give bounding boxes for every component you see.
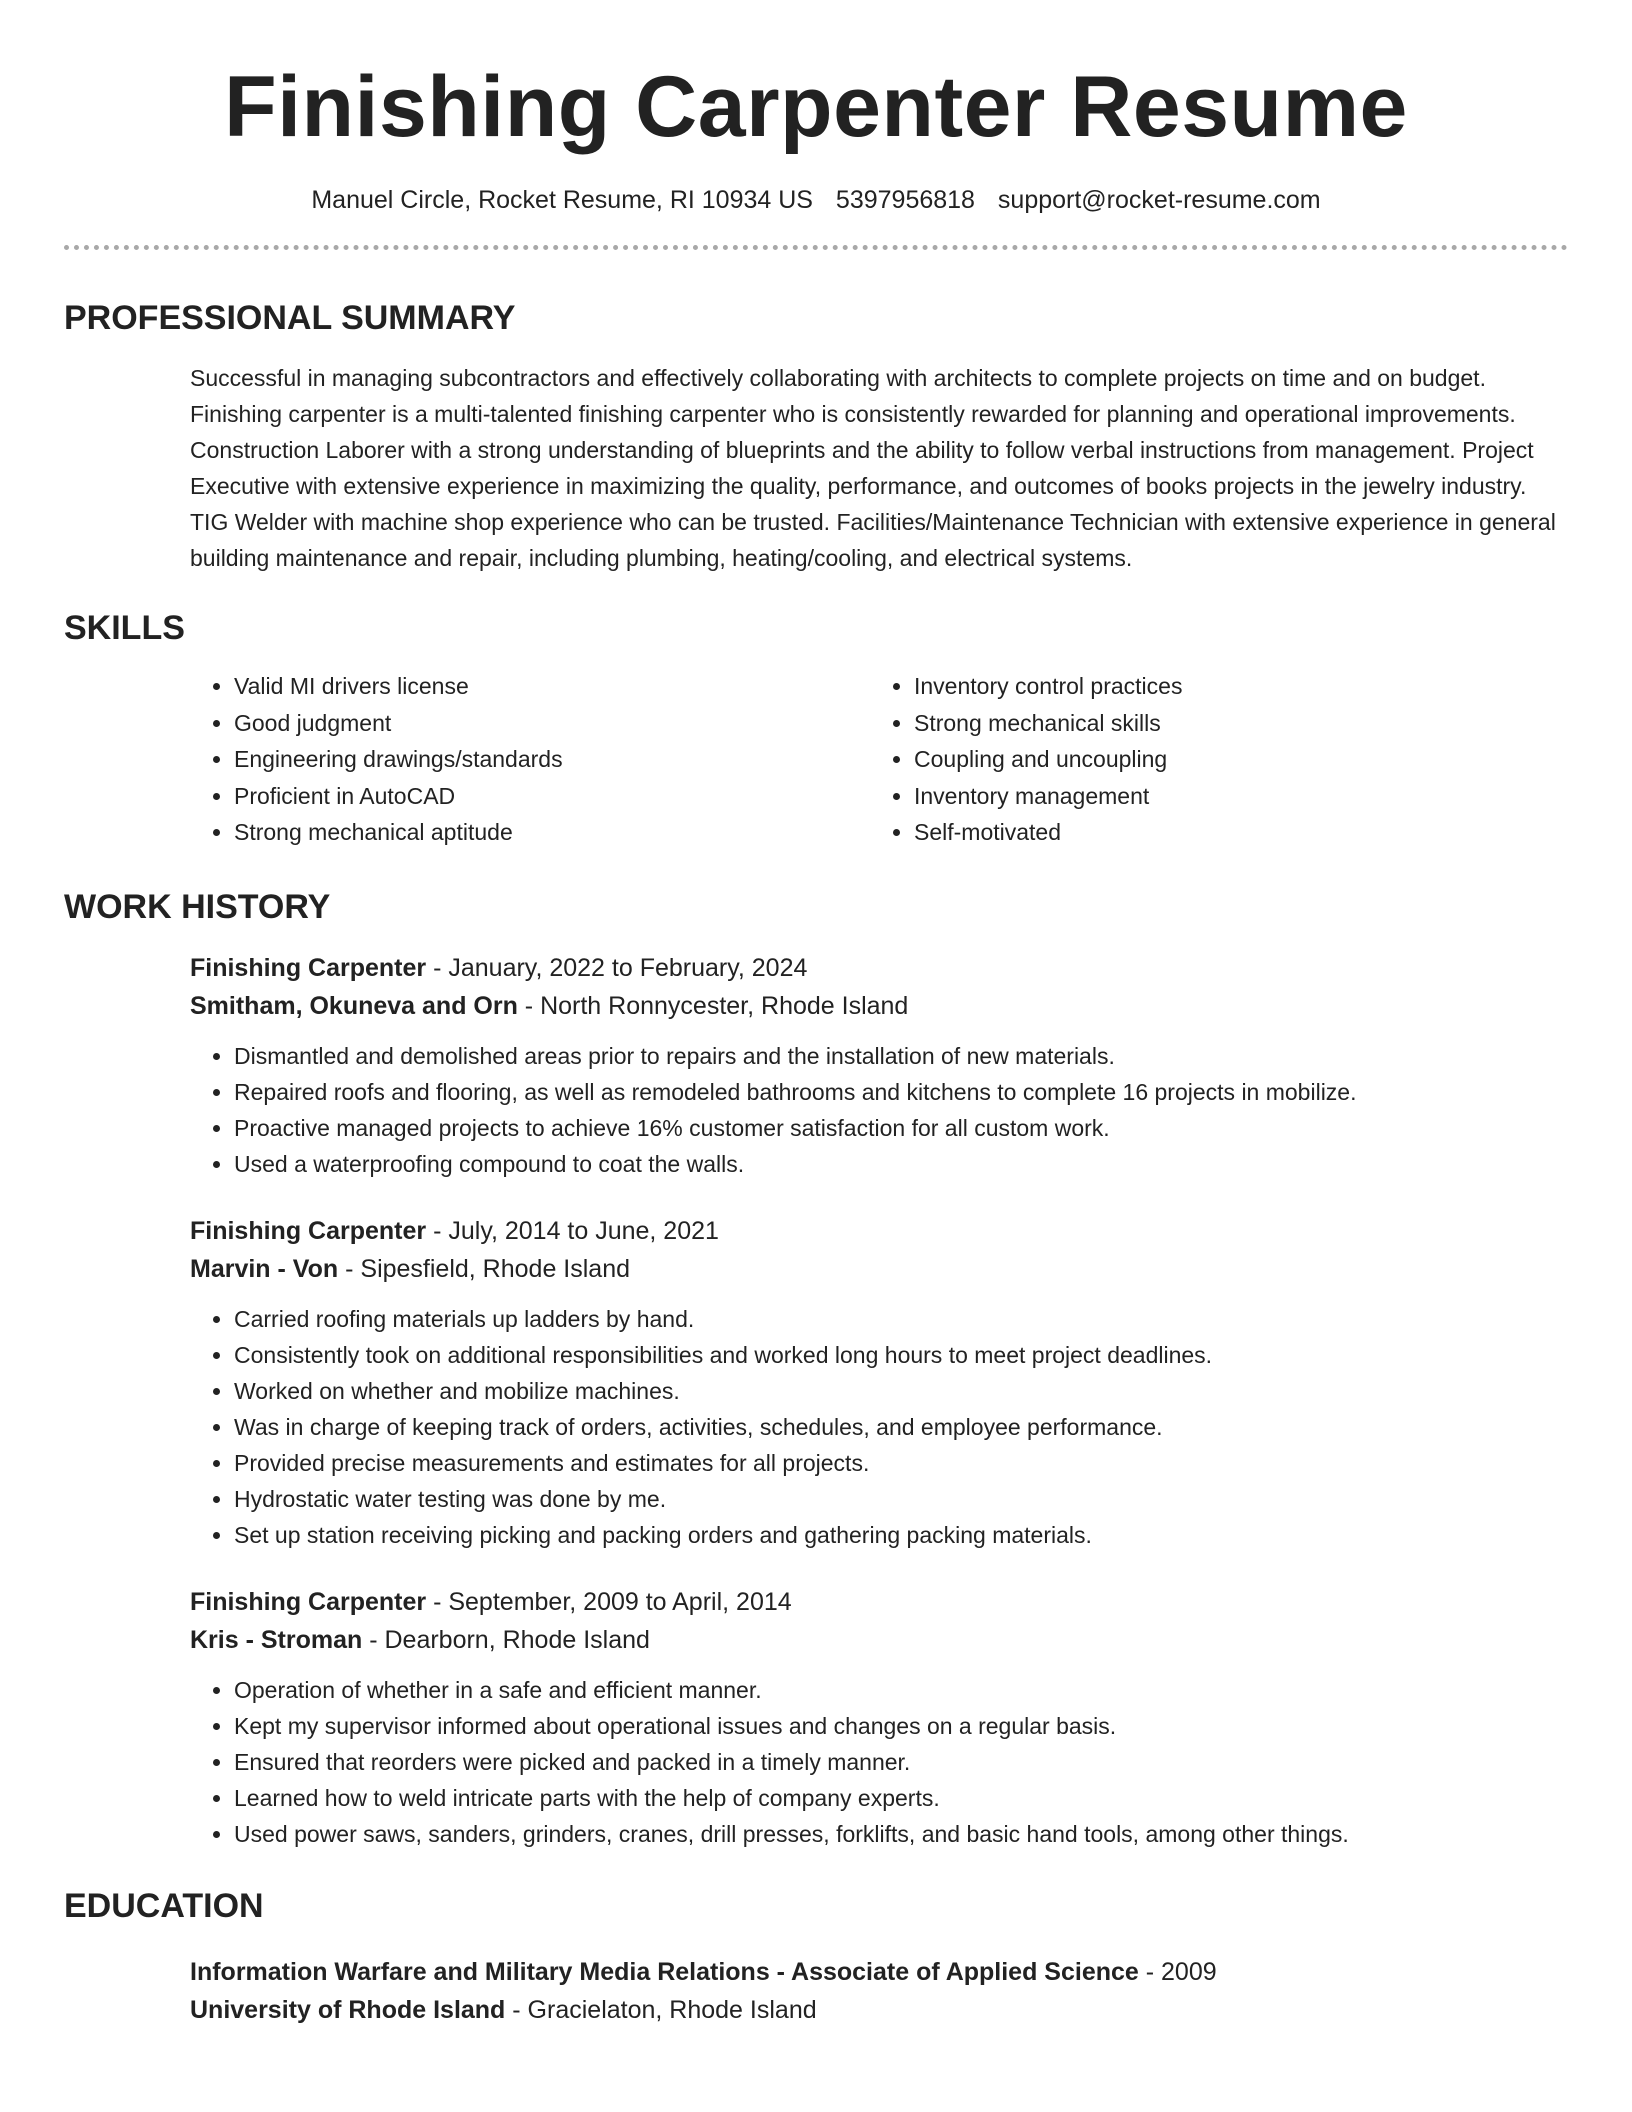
skill-item: • Strong mechanical aptitude <box>234 814 870 851</box>
job-location: - Sipesfield, Rhode Island <box>338 1254 631 1283</box>
skill-item: • Inventory control practices <box>914 668 1550 705</box>
education-location: - Gracielaton, Rhode Island <box>505 1995 817 2024</box>
job-entry <box>190 1212 1568 1553</box>
education-school: University of Rhode Island <box>190 1995 506 2024</box>
skill-item: • Strong mechanical skills <box>914 705 1550 742</box>
job-dates: - July, 2014 to June, 2021 <box>426 1216 719 1245</box>
job-bullet: • Hydrostatic water testing was done by me. <box>234 1481 1568 1517</box>
education-school-line <box>190 1991 1568 2029</box>
summary-heading: PROFESSIONAL SUMMARY <box>64 299 516 337</box>
skills-column-left <box>190 668 870 851</box>
summary-text: Successful in managing subcontractors and effectively collaborating with architects to complete projects on time and on budget. Finishing carpenter is a multi-talented finishing carpenter who is consistently rewarded for planning and operational improvements. Construction Laborer with a strong understanding of blueprints and the ability to follow verbal instructions from management. Project Executive with extensive experience in maximizing the quality, performance, and outcomes of books projects in the jewelry industry. TIG Welder with machine shop experience who can be trusted. Facilities/Maintenance Technician with extensive experience in general building maintenance and repair, including plumbing, heating/cooling, and electrical systems. <box>190 365 1556 571</box>
job-dates: - January, 2022 to February, 2024 <box>426 953 808 982</box>
resume-title: Finishing Carpenter Resume <box>224 59 1408 155</box>
skill-item: • Engineering drawings/standards <box>234 741 870 778</box>
contact-email: support@rocket-resume.com <box>997 186 1321 214</box>
job-title: Finishing Carpenter <box>190 1587 427 1616</box>
job-bullets <box>190 1301 1568 1553</box>
job-bullet: • Consistently took on additional responsibilities and worked long hours to meet project deadlines. <box>234 1337 1568 1373</box>
job-title-line <box>190 1583 1568 1621</box>
job-dates: - September, 2009 to April, 2014 <box>426 1587 792 1616</box>
skill-item: • Proficient in AutoCAD <box>234 778 870 815</box>
job-bullet: • Proactive managed projects to achieve 16% customer satisfaction for all custom work. <box>234 1110 1568 1146</box>
job-bullet: • Worked on whether and mobilize machines. <box>234 1373 1568 1409</box>
contact-line <box>64 183 1568 217</box>
job-bullet: • Learned how to weld intricate parts with the help of company experts. <box>234 1780 1568 1816</box>
job-bullet: • Dismantled and demolished areas prior to repairs and the installation of new materials. <box>234 1038 1568 1074</box>
job-title-line <box>190 1212 1568 1250</box>
job-title: Finishing Carpenter <box>190 953 427 982</box>
job-bullets <box>190 1672 1568 1852</box>
job-bullet: • Set up station receiving picking and packing orders and gathering packing materials. <box>234 1517 1568 1553</box>
job-company: Kris - Stroman <box>190 1625 363 1654</box>
education-heading: EDUCATION <box>64 1886 264 1925</box>
skill-item: • Good judgment <box>234 705 870 742</box>
contact-address: Manuel Circle, Rocket Resume, RI 10934 US <box>311 186 813 214</box>
education-entry <box>190 1953 1568 2029</box>
job-title-line <box>190 949 1568 987</box>
job-company: Marvin - Von <box>190 1254 339 1283</box>
skill-item: • Valid MI drivers license <box>234 668 870 705</box>
skills-heading: SKILLS <box>64 609 185 647</box>
job-entry <box>190 1583 1568 1852</box>
job-bullet: • Repaired roofs and flooring, as well as remodeled bathrooms and kitchens to complete 16 projects in mobilize. <box>234 1074 1568 1110</box>
contact-phone: 5397956818 <box>835 186 975 214</box>
job-bullet: • Kept my supervisor informed about operational issues and changes on a regular basis. <box>234 1708 1568 1744</box>
job-bullet: • Carried roofing materials up ladders by hand. <box>234 1301 1568 1337</box>
education-degree: Information Warfare and Military Media Relations - Associate of Applied Science <box>190 1957 1139 1986</box>
job-bullet: • Used a waterproofing compound to coat the walls. <box>234 1146 1568 1182</box>
job-company-line <box>190 1250 1568 1288</box>
skills-list <box>190 668 1568 851</box>
job-bullet: • Operation of whether in a safe and efficient manner. <box>234 1672 1568 1708</box>
job-bullet: • Ensured that reorders were picked and packed in a timely manner. <box>234 1744 1568 1780</box>
job-bullet: • Was in charge of keeping track of orders, activities, schedules, and employee performance. <box>234 1409 1568 1445</box>
education-year: - 2009 <box>1138 1957 1217 1986</box>
job-bullet: • Used power saws, sanders, grinders, cranes, drill presses, forklifts, and basic hand tools, among other things. <box>234 1816 1568 1852</box>
job-bullet: • Provided precise measurements and estimates for all projects. <box>234 1445 1568 1481</box>
job-title: Finishing Carpenter <box>190 1216 427 1245</box>
skill-item: • Self-motivated <box>914 814 1550 851</box>
education-degree-line <box>190 1953 1568 1991</box>
job-location: - Dearborn, Rhode Island <box>362 1625 650 1654</box>
header-divider <box>64 245 1568 250</box>
skill-item: • Inventory management <box>914 778 1550 815</box>
resume-page <box>64 0 1568 2029</box>
job-bullets <box>190 1038 1568 1182</box>
work-history-heading: WORK HISTORY <box>64 887 331 926</box>
skill-item: • Coupling and uncoupling <box>914 741 1550 778</box>
job-company: Smitham, Okuneva and Orn <box>190 991 518 1020</box>
skills-column-right <box>870 668 1550 851</box>
job-company-line <box>190 1621 1568 1659</box>
job-location: - North Ronnycester, Rhode Island <box>517 991 909 1020</box>
job-entry <box>190 949 1568 1182</box>
job-company-line <box>190 987 1568 1025</box>
